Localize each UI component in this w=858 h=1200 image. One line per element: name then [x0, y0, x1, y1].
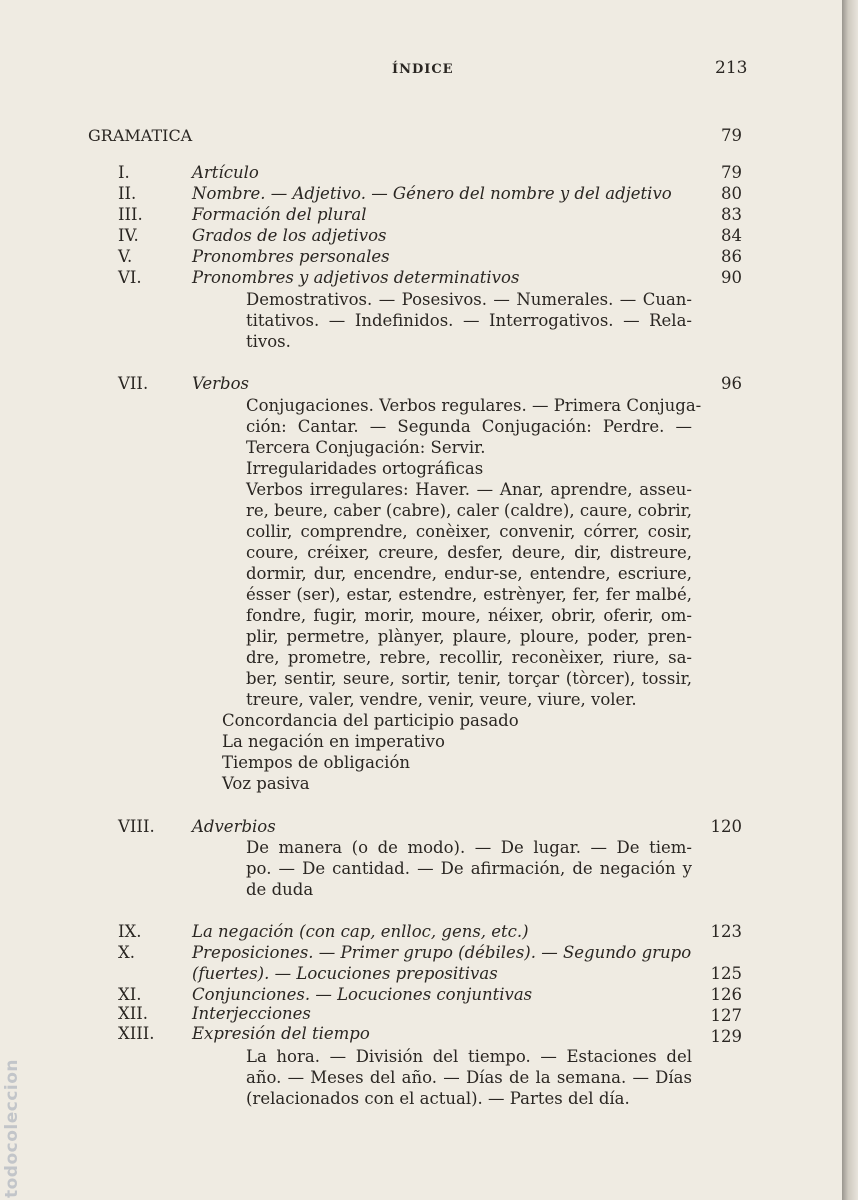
entry-page: 120 [710, 817, 742, 836]
entry-page: 90 [721, 268, 742, 287]
entry-description-line: año. — Meses del año. — Días de la semana. — Días [246, 1068, 692, 1087]
entry-page: 126 [710, 985, 742, 1004]
entry-description-line: tivos. [246, 332, 291, 351]
entry-page: 80 [721, 184, 742, 203]
entry-number: VII. [118, 374, 149, 393]
entry-description-line: po. — De cantidad. — De afirmación, de negación y [246, 859, 692, 878]
entry-description-line: de duda [246, 880, 314, 899]
entry-description-line: Conjugaciones. Verbos regulares. — Primera Conjuga- [246, 396, 702, 415]
entry-description-line: ésser (ser), estar, estendre, estrènyer, fer, fer malbé, [246, 585, 692, 604]
entry-description-line: titativos. — Indefinidos. — Interrogativos. — Rela- [246, 311, 692, 330]
entry-page: 123 [710, 922, 742, 941]
entry-number: IX. [118, 922, 142, 941]
entry-title: Conjunciones. — Locuciones conjuntivas [192, 985, 533, 1004]
entry-title: Preposiciones. — Primer grupo (débiles). — Segundo grupo [192, 943, 692, 962]
entry-subitem: Voz pasiva [222, 774, 310, 793]
entry-subitem: Concordancia del participio pasado [222, 711, 519, 730]
entry-number: VI. [118, 268, 142, 287]
entry-page: 125 [710, 964, 742, 983]
entry-subitem: La negación en imperativo [222, 732, 445, 751]
entry-number: XIII. [118, 1024, 155, 1043]
entry-description-line: collir, comprendre, conèixer, convenir, córrer, cosir, [246, 522, 692, 541]
entry-title: Interjecciones [192, 1004, 311, 1023]
entry-description-line: plir, permetre, plànyer, plaure, ploure, poder, pren- [246, 627, 692, 646]
entry-title: Adverbios [192, 817, 276, 836]
entry-title: Pronombres y adjetivos determinativos [192, 268, 520, 287]
entry-description-line: De manera (o de modo). — De lugar. — De tiem- [246, 838, 692, 857]
entry-title: Nombre. — Adjetivo. — Género del nombre y del adjetivo [192, 184, 672, 203]
entry-number: I. [118, 163, 130, 182]
entry-title: Pronombres personales [192, 247, 390, 266]
entry-description-line: fondre, fugir, morir, moure, néixer, obrir, oferir, om- [246, 606, 692, 625]
entry-title: Expresión del tiempo [192, 1024, 370, 1043]
entry-description-line: dre, prometre, rebre, recollir, reconèixer, riure, sa- [246, 648, 692, 667]
entry-description-line: Demostrativos. — Posesivos. — Numerales. — Cuan- [246, 290, 692, 309]
entry-number: IV. [118, 226, 139, 245]
entry-description-line: treure, valer, vendre, venir, veure, viure, voler. [246, 690, 637, 709]
entry-number: V. [118, 247, 133, 266]
entry-page: 96 [721, 374, 742, 393]
entry-number: XI. [118, 985, 142, 1004]
entry-page: 129 [710, 1027, 742, 1046]
section-title: GRAMATICA [88, 126, 193, 145]
watermark: todocoleccion [2, 1058, 22, 1198]
entry-number: II. [118, 184, 137, 203]
entry-subitem: Tiempos de obligación [222, 753, 411, 772]
page-number: 213 [715, 58, 748, 78]
entry-title: Verbos [192, 374, 250, 393]
entry-description-line: ber, sentir, seure, sortir, tenir, torçar (tòrcer), tossir, [246, 669, 692, 688]
entry-title-continued: (fuertes). — Locuciones prepositivas [192, 964, 498, 983]
entry-description-line: La hora. — División del tiempo. — Estaciones del [246, 1047, 692, 1066]
page-edge [842, 0, 858, 1200]
entry-number: VIII. [118, 817, 155, 836]
entry-description-line: (relacionados con el actual). — Partes del día. [246, 1089, 630, 1108]
entry-description-line: re, beure, caber (cabre), caler (caldre), caure, cobrir, [246, 501, 692, 520]
entry-description-line: ción: Cantar. — Segunda Conjugación: Perdre. — [246, 417, 692, 436]
entry-title: Formación del plural [192, 205, 367, 224]
entry-title: Grados de los adjetivos [192, 226, 387, 245]
entry-page: 79 [721, 163, 742, 182]
entry-number: X. [118, 943, 135, 962]
entry-number: XII. [118, 1004, 149, 1023]
entry-page: 86 [721, 247, 742, 266]
entry-description-line: Irregularidades ortográficas [246, 459, 484, 478]
entry-description-line: Verbos irregulares: Haver. — Anar, aprendre, asseu- [246, 480, 692, 499]
entry-description-line: Tercera Conjugación: Servir. [246, 438, 486, 457]
entry-description-line: dormir, dur, encendre, endur-se, entendre, escriure, [246, 564, 692, 583]
entry-number: III. [118, 205, 143, 224]
entry-title: La negación (con cap, enlloc, gens, etc.) [192, 922, 529, 941]
entry-title: Artículo [192, 163, 259, 182]
entry-description-line: coure, créixer, creure, desfer, deure, dir, distreure, [246, 543, 692, 562]
entry-page: 127 [710, 1006, 742, 1025]
running-head: ÍNDICE [392, 62, 454, 77]
section-page: 79 [721, 126, 742, 145]
entry-page: 83 [721, 205, 742, 224]
entry-page: 84 [721, 226, 742, 245]
